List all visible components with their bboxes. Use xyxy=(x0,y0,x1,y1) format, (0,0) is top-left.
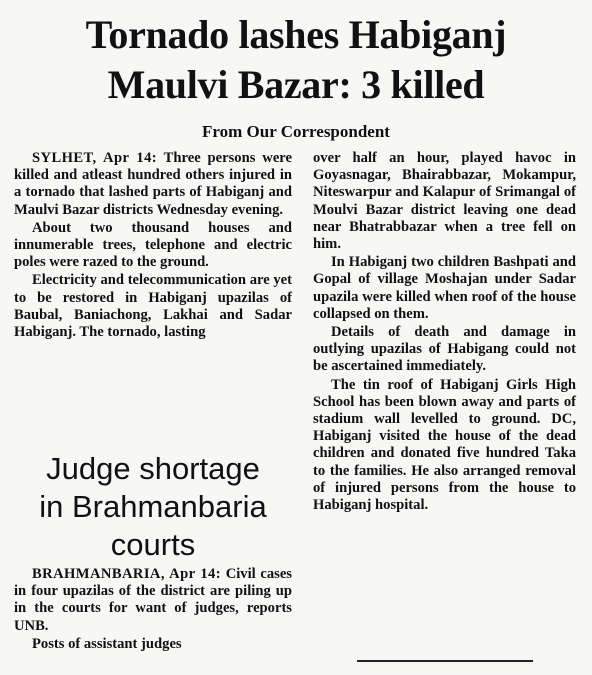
headline-line-1: Tornado lashes Habiganj xyxy=(85,12,507,57)
sub-headline-line-1: Judge shortage xyxy=(46,451,260,486)
second-article-body xyxy=(14,566,292,654)
article-paragraph xyxy=(14,150,292,219)
article-paragraph: Electricity and telecommunication are yet to be restored in Habiganj upazilas of Baubal, Baniachong, Lakhai and Sadar Habiganj. The tornado, lasting xyxy=(14,272,292,341)
sub-headline-line-3: courts xyxy=(110,527,196,562)
main-headline xyxy=(0,10,592,110)
column-end-rule xyxy=(357,660,533,662)
main-article-right-column xyxy=(313,150,576,515)
dateline: BRAHMANBARIA, Apr 14: xyxy=(32,566,221,582)
article-paragraph: Posts of assistant judges xyxy=(32,635,182,652)
main-article-left-column xyxy=(14,150,292,342)
byline: From Our Correspondent xyxy=(202,122,390,141)
dateline: SYLHET, Apr 14: xyxy=(32,150,158,166)
article-paragraph: over half an hour, played havoc in Goyasnagar, Bhairabbazar, Mokampur, Niteswarpur and Kalapur of Srimangal of Moulvi Bazar district leaving one dead near Bhatrabbazar when a tree fell on him. xyxy=(313,150,576,253)
sub-headline-line-2: in Brahmanbaria xyxy=(39,489,267,524)
article-paragraph: About two thousand houses and innumerable trees, telephone and electric poles were razed to the ground. xyxy=(14,219,292,271)
article-paragraph: Details of death and damage in outlying upazilas of Habigang could not be ascertained immediately. xyxy=(313,324,576,375)
paragraph-text: Civil cases in four upazilas of the district are piling up in the courts for want of judges, reports UNB. xyxy=(14,566,292,634)
article-paragraph: The tin roof of Habiganj Girls High School has been blown away and parts of stadium wall levelled to ground. DC, Habiganj visited the house of the dead children and donated five hundred Taka to the families. He also arranged removal of injured persons from the house to Habiganj hospital. xyxy=(313,376,576,514)
article-paragraph: In Habiganj two children Bashpati and Gopal of village Moshajan under Sadar upazila were killed when roof of the house collapsed on them. xyxy=(313,254,576,322)
paragraph-text: Three persons were killed and atleast hundred others injured in a tornado that lashed parts of Habiganj and Maulvi Bazar districts Wednesday evening. xyxy=(14,150,292,218)
article-paragraph xyxy=(14,566,292,635)
headline-line-2: Maulvi Bazar: 3 killed xyxy=(107,62,485,107)
second-article-headline xyxy=(14,450,292,564)
